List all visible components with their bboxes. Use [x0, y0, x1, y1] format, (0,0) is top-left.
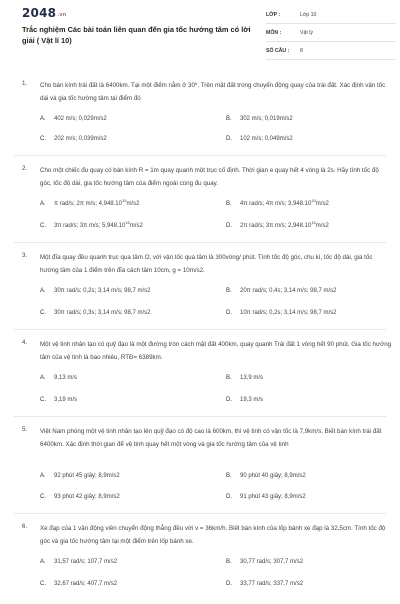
option-b[interactable]: B. 30,77 rad/s; 307,7 m/s2 — [226, 559, 304, 565]
meta-subject-value: Vật lý — [300, 29, 313, 36]
question-number: 4. — [22, 339, 28, 346]
question-6 — [14, 514, 386, 604]
option-c[interactable]: C. 3π rad/s; 3π m/s; 5,948.10$^{15}$m/s2 — [40, 220, 143, 229]
header — [14, 0, 386, 70]
meta-count-label: SỐ CÂU : — [266, 47, 290, 54]
option-b[interactable]: B. 90 phút 40 giây; 8,9m/s2 — [226, 473, 306, 479]
option-a[interactable]: A. 9,13 m/s — [40, 375, 78, 381]
option-c[interactable]: C. 93 phút 42 giây; 8,9m/s2 — [40, 494, 120, 500]
meta-subject-label: MÔN : — [266, 29, 282, 36]
option-d[interactable]: D. 19,3 m/s — [226, 397, 264, 403]
question-list — [0, 78, 400, 604]
option-c[interactable]: C. 32,67 rad/s; 407,7 m/s2 — [40, 581, 118, 587]
option-a[interactable]: A. π rad/s; 2π m/s; 4,948.10$^{15}$m/s2 — [40, 198, 140, 207]
site-logo[interactable]: 2048.vn — [22, 6, 67, 20]
question-number: 2. — [22, 165, 28, 172]
question-5 — [14, 417, 386, 514]
meta-class-value: Lớp 10 — [300, 11, 317, 18]
question-text: Cho bán kính trái đất là 6400km. Tại một điểm nằm ở 30⁰. Trên mặt đất trong chuyển động quay của trái đất. Xác định vận tốc dài và gia tốc hướng tâm tại điểm đó — [40, 82, 386, 102]
option-d[interactable]: D. 91 phút 43 giây; 8,9m/s2 — [226, 494, 306, 500]
option-b[interactable]: B. 20π rad/s; 0,4s; 3,14 m/s; 98,7 m/s2 — [226, 288, 337, 294]
question-number: 1. — [22, 80, 28, 87]
question-number: 3. — [22, 252, 28, 259]
question-text: Xe đạp của 1 vận động viên chuyển động thẳng đều với v = 36km/h. Biết bán kính của lốp bánh xe đạp là 32,5cm. Tính tốc độ góc và gia tốc hướng tâm tại một điểm trên lốp bánh xe. — [40, 525, 386, 545]
option-d[interactable]: D. 10π rad/s; 0,2s; 3,14 m/s; 98,7 m/s2 — [226, 310, 337, 316]
question-2 — [14, 156, 386, 243]
option-b[interactable]: B. 4π rad/s; 4π m/s; 3,948.10$^{15}$m/s2 — [226, 198, 329, 207]
option-b[interactable]: B. 302 m/s; 0,019m/s2 — [226, 116, 293, 122]
meta-subject-row — [266, 24, 396, 42]
option-a[interactable]: A. 92 phút 45 giây; 8,9m/s2 — [40, 473, 120, 479]
question-4 — [14, 330, 392, 417]
question-text: Cho một chiếc đu quay có bán kính R = 1m quay quanh một trục cố định. Thời gian e quay hết 4 vòng là 2s. Hãy tính tốc độ góc, tốc độ dài, gia tốc hướng tâm của điểm ngoài cùng đu quay. — [40, 167, 379, 187]
question-3 — [14, 243, 386, 330]
option-d[interactable]: D. 102 m/s; 0,049m/s2 — [226, 136, 293, 142]
question-1 — [14, 78, 386, 156]
meta-class-label: LỚP : — [266, 11, 281, 18]
option-c[interactable]: C. 30π rad/s; 0,3s; 3,14 m/s; 98,7 m/s2 — [40, 310, 151, 316]
option-c[interactable]: C. 3,19 m/s — [40, 397, 78, 403]
option-d[interactable]: D. 33,77 rad/s; 337,7 m/s2 — [226, 581, 304, 587]
meta-class-row — [266, 6, 396, 24]
document-title: Trắc nghiệm Các bài toán liên quan đến gia tốc hướng tâm có lời giải ( Vật lí 10) — [22, 25, 251, 45]
meta-panel — [266, 6, 396, 60]
option-a[interactable]: A. 31,57 rad/s; 107,7 m/s2 — [40, 559, 118, 565]
option-a[interactable]: A. 402 m/s; 0,029m/s2 — [40, 116, 107, 122]
option-a[interactable]: A. 30π rad/s; 0,2s; 3,14 m/s; 98,7 m/s2 — [40, 288, 151, 294]
option-c[interactable]: C. 202 m/s; 0,039m/s2 — [40, 136, 107, 142]
question-text: Một vệ tinh nhân tạo có quỹ đạo là một đường tròn cách mặt đất 400km, quay quanh Trái đất 1 vòng hết 90 phút. Gia tốc hướng tâm của vệ tinh là bao nhiêu, RTĐ= 6389km. — [40, 341, 392, 361]
question-text: Việt Nam phóng một vệ tinh nhân tạo lên quỹ đạo có độ cao là 600km, thì vệ tinh có vận tốc là 7,9km/s. Biết bán kính trái đất 6400km. Xác định thời gian để vệ tinh quay hết một vòng và gia tốc hướng tâm của vệ tinh — [40, 428, 382, 448]
question-number: 5. — [22, 426, 28, 433]
question-number: 6. — [22, 523, 28, 530]
option-d[interactable]: D. 2π rad/s; 3π m/s; 2,948.10$^{15}$m/s2 — [226, 220, 329, 229]
question-text: Một đĩa quay đều quanh trục qua tâm O, với vận tốc qua tâm là 300vòng/ phút. Tính tốc độ góc, chu kì, tốc độ dài, gia tốc hướng tâm của 1 điểm trên đĩa cách tâm 10cm, g = 10m/s2. — [40, 254, 373, 274]
meta-count-value: 8 — [300, 47, 303, 54]
meta-count-row — [266, 42, 396, 60]
option-b[interactable]: B. 13,9 m/s — [226, 375, 264, 381]
